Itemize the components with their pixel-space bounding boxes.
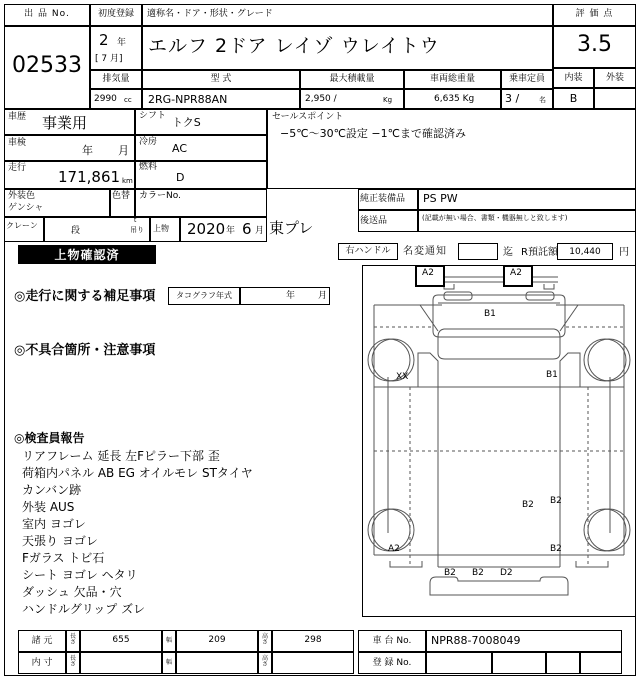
inspector-line: 天張り ヨゴレ xyxy=(22,534,98,548)
damage-marker-label: B1 xyxy=(546,370,558,380)
model-code-label: 型 式 xyxy=(210,74,232,84)
handle-label: 右ハンドル xyxy=(345,246,391,256)
register-label: 登 録 No. xyxy=(372,658,412,668)
register-value-cell-3 xyxy=(546,652,580,674)
crane-label: クレーン xyxy=(6,221,38,230)
first-reg-label: 初度登録 xyxy=(97,9,134,19)
model-name-label: 適称名・ドア・形状・グレード xyxy=(147,9,273,19)
first-reg-year-unit: 年 xyxy=(117,38,127,48)
damage-marker-label: B2 xyxy=(444,568,456,578)
color-no-label: カラーNo. xyxy=(139,191,181,201)
inspector-line: ハンドルグリップ ズレ xyxy=(22,602,146,616)
gross-weight-label: 車両総重量 xyxy=(429,74,475,84)
later-ship-label: 後送品 xyxy=(360,216,388,226)
vehicle-diagram xyxy=(362,265,636,617)
inspector-line: リアフレーム 延長 左Fピラー下部 歪 xyxy=(22,449,220,463)
body-maker: 東プレ xyxy=(269,219,314,237)
displacement-value: 2990 xyxy=(94,94,117,104)
body-confirmed-banner: 上物確認済 xyxy=(18,245,156,264)
first-reg-year: 2 xyxy=(99,31,109,49)
sales-point-label: セールスポイント xyxy=(272,112,344,122)
spec-label: 諸 元 xyxy=(31,636,53,646)
inspector-line: 室内 ヨゴレ xyxy=(22,517,86,531)
deposit-label: R預託額 xyxy=(521,247,558,258)
defect-note-label: ◎不具合箇所・注意事項 xyxy=(14,343,156,358)
inner-width-cell xyxy=(176,652,258,674)
exterior-grade-cell xyxy=(594,88,636,109)
chassis-label: 車 台 No. xyxy=(372,636,412,646)
damage-marker-label: XX xyxy=(396,372,409,382)
damage-marker-label: B2 xyxy=(550,544,562,554)
capacity-value: 3 / xyxy=(505,92,520,105)
color-change-label: 色替 xyxy=(112,191,131,201)
deposit-value: 10,440 xyxy=(569,247,601,257)
first-reg-month: [ 7 月] xyxy=(95,54,123,64)
inspector-report-list xyxy=(22,448,253,618)
spec-height-value: 298 xyxy=(304,635,322,645)
model-name-value: エルフ 2ドア レイゾ ウレイトウ xyxy=(148,35,440,57)
inspector-report-title: ◎検査員報告 xyxy=(14,431,85,445)
inspector-line: シート ヨゴレ ヘタリ xyxy=(22,568,138,582)
damage-marker-label: A2 xyxy=(388,544,400,554)
history-label: 車歴 xyxy=(8,112,27,122)
later-ship-note: (記載が無い場合、書類・機器無しと致します) xyxy=(422,214,568,222)
height-label: 高さ xyxy=(261,633,268,646)
damage-marker-label: B1 xyxy=(484,309,496,319)
gross-weight-value: 6,635 Kg xyxy=(434,94,475,104)
displacement-label: 排気量 xyxy=(102,74,130,84)
mileage-value: 171,861 xyxy=(58,168,121,186)
eval-label: 評 価 点 xyxy=(575,9,614,19)
equipment-label: 純正装備品 xyxy=(360,194,406,204)
fuel-value: D xyxy=(176,171,185,184)
ext-color-value: ゲンシャ xyxy=(8,203,44,213)
inspector-line: Fガラス トビ石 xyxy=(22,551,105,565)
tacho-year-unit: 年 xyxy=(286,291,296,301)
eval-score-value: 3.5 xyxy=(577,32,612,57)
ac-label: 冷房 xyxy=(139,137,158,147)
inspector-line: 外装 AUS xyxy=(22,500,75,514)
damage-marker-label: B2 xyxy=(550,496,562,506)
exterior-label: 外装 xyxy=(605,73,624,83)
until-label: 迄 xyxy=(503,247,513,258)
mileage-label: 走行 xyxy=(8,163,27,173)
max-load-value: 2,950 / xyxy=(305,94,337,104)
deposit-unit: 円 xyxy=(619,247,629,258)
ac-value: AC xyxy=(172,142,188,155)
fuel-label: 燃料 xyxy=(139,162,158,172)
spec-width-value: 209 xyxy=(208,635,226,645)
model-code-value: 2RG-NPR88AN xyxy=(148,93,228,106)
damage-marker-label: A2 xyxy=(422,268,434,278)
inner-label: 内 寸 xyxy=(31,658,53,668)
body-month-unit: 月 xyxy=(255,226,265,236)
inspector-line: ダッシュ 欠品・穴 xyxy=(22,585,122,599)
capacity-label: 乗車定員 xyxy=(508,74,545,84)
width-label: 幅 xyxy=(165,637,172,644)
body-year-unit: 年 xyxy=(226,226,236,236)
inspector-line: カンバン跡 xyxy=(22,483,82,497)
crane-lift-t: t xyxy=(134,217,137,224)
interior-grade-value: B xyxy=(569,92,578,105)
inner-length-cell xyxy=(80,652,162,674)
tacho-month-unit: 月 xyxy=(318,291,328,301)
inspector-line: 荷箱内パネル AB EG オイルモレ STタイヤ xyxy=(22,466,253,480)
mileage-unit: km xyxy=(122,177,133,185)
inner-height-cell xyxy=(272,652,354,674)
damage-marker-label: A2 xyxy=(510,268,522,278)
chassis-value: NPR88-7008049 xyxy=(431,634,521,647)
register-value-cell-4 xyxy=(580,652,622,674)
shift-label: シフト xyxy=(139,111,167,121)
body-month: 6 xyxy=(242,220,252,238)
crane-stage-unit: 段 xyxy=(71,226,81,236)
shaken-label: 車検 xyxy=(8,138,27,148)
body-year: 2020 xyxy=(187,220,226,238)
ext-color-label: 外装色 xyxy=(8,191,36,201)
height-label: 高さ xyxy=(261,655,268,668)
damage-marker-label: B2 xyxy=(522,500,534,510)
tacho-label: タコグラフ年式 xyxy=(176,291,232,300)
width-label: 幅 xyxy=(165,659,172,666)
interior-label: 内装 xyxy=(564,73,583,83)
crane-lift-label: 吊り xyxy=(130,226,144,234)
tacho-value-cell xyxy=(240,287,330,305)
length-label: 長さ xyxy=(69,655,76,668)
length-label: 長さ xyxy=(69,633,76,646)
lot-no-label: 出 品 No. xyxy=(24,9,70,19)
spec-length-value: 655 xyxy=(112,635,130,645)
register-value-cell-1 xyxy=(426,652,492,674)
equipment-value: PS PW xyxy=(423,192,458,205)
damage-marker-label: D2 xyxy=(500,568,513,578)
shaken-month-unit: 月 xyxy=(118,144,129,157)
max-load-label: 最大積載量 xyxy=(329,74,375,84)
name-change-input[interactable] xyxy=(458,243,498,260)
history-value: 事業用 xyxy=(42,114,88,132)
mileage-note-label: ◎走行に関する補足事項 xyxy=(14,289,156,304)
capacity-unit: 名 xyxy=(539,96,546,104)
body-label: 上物 xyxy=(153,224,169,233)
lot-no-value: 02533 xyxy=(12,53,82,78)
displacement-unit: cc xyxy=(124,96,132,104)
register-value-cell-2 xyxy=(492,652,546,674)
sales-point-text: −5℃〜30℃設定 −1℃まで確認済み xyxy=(280,127,466,140)
max-load-unit: Kg xyxy=(383,96,393,104)
damage-marker-label: B2 xyxy=(472,568,484,578)
name-change-label: 名変通知 xyxy=(403,246,447,257)
shift-value: トクS xyxy=(172,116,201,129)
shaken-year-unit: 年 xyxy=(82,144,93,157)
